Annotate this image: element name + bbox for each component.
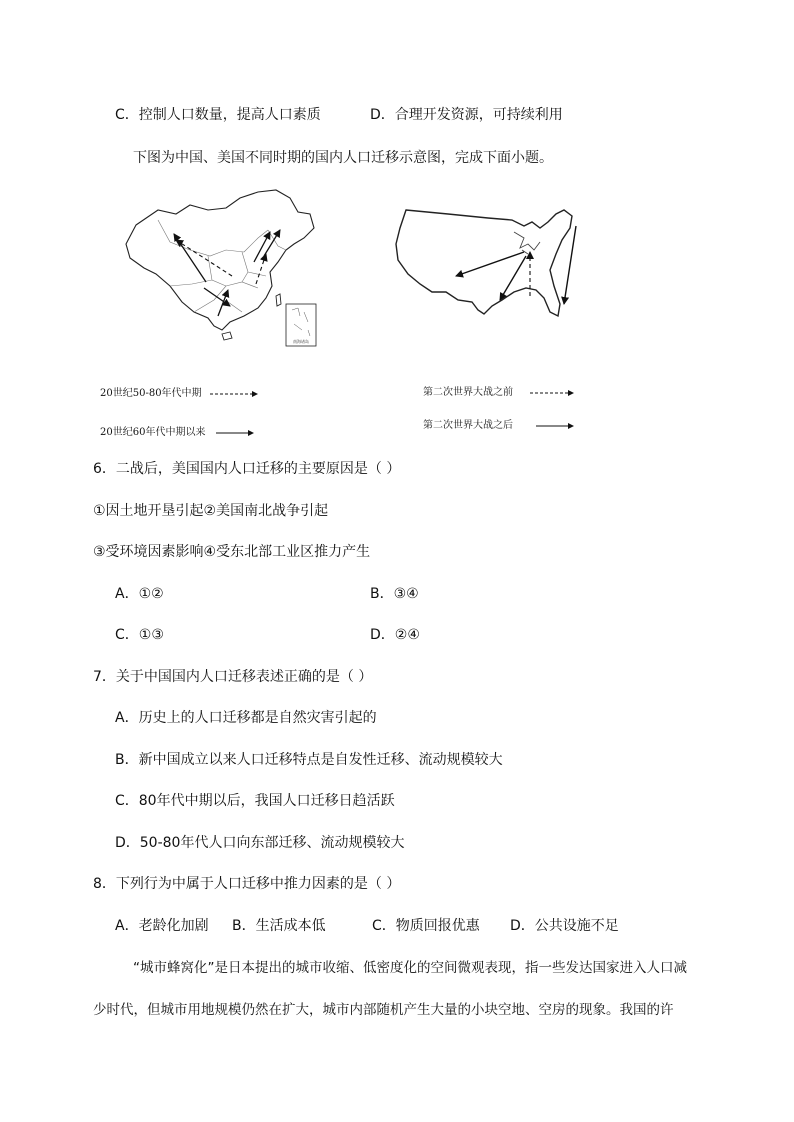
- q6-option-c: C．①③: [115, 627, 164, 643]
- usa-migration-map: [388, 208, 598, 328]
- great-lakes: [514, 232, 540, 254]
- q8-option-d: D．公共设施不足: [510, 918, 619, 934]
- q6-option-a: A．①②: [115, 586, 164, 602]
- legend-dashed-arrow: [210, 389, 260, 399]
- passage-line-1: “城市蜂窝化”是日本提出的城市收缩、低密度化的空间微观表现，指一些发达国家进入人口减: [133, 960, 687, 976]
- arrow-east-coast-south: [564, 226, 576, 304]
- inset-label: 南海诸岛: [293, 339, 309, 344]
- usa-legend-solid-arrow: [536, 421, 586, 431]
- option-d: D．合理开发资源，可持续利用: [370, 107, 563, 123]
- arrow-to-northwest-dashed: [176, 240, 232, 276]
- figure-intro: 下图为中国、美国不同时期的国内人口迁移示意图，完成下面小题。: [133, 150, 553, 166]
- china-provinces: [158, 220, 286, 312]
- taiwan-island: [276, 294, 281, 306]
- q7-option-a: A．历史上的人口迁移都是自然灾害引起的: [115, 710, 377, 726]
- arrow-to-northeast-dashed: [256, 254, 266, 284]
- q6-items-line2: ③受环境因素影响④受东北部工业区推力产生: [93, 544, 371, 560]
- q8-option-c: C．物质回报优惠: [372, 918, 480, 934]
- q8-option-b: B．生活成本低: [232, 918, 326, 934]
- q6-stem: 6．二战后，美国国内人口迁移的主要原因是（ ）: [93, 461, 401, 477]
- legend-solid-arrow: [216, 428, 266, 438]
- q6-items-line1: ①因土地开垦引起②美国南北战争引起: [93, 503, 329, 519]
- china-legend-dashed-label: 20世纪50-80年代中期: [100, 388, 202, 399]
- usa-legend-solid-label: 第二次世界大战之后: [423, 420, 513, 431]
- china-legend-solid-label: 20世纪60年代中期以来: [100, 427, 206, 438]
- arrow-east-to-west-solid: [456, 252, 524, 276]
- arrow-to-northeast-2: [264, 230, 280, 256]
- passage-line-2: 少时代，但城市用地规模仍然在扩大，城市内部随机产生大量的小块空地、空房的现象。我国的许: [93, 1002, 674, 1018]
- arrow-west-to-southeast: [204, 288, 230, 306]
- q6-option-b: B．③④: [370, 586, 419, 602]
- china-migration-map: [118, 190, 333, 350]
- hainan-island: [222, 332, 232, 340]
- q7-stem: 7．关于中国国内人口迁移表述正确的是（ ）: [93, 669, 373, 685]
- option-c: C．控制人口数量，提高人口素质: [115, 107, 321, 123]
- q7-option-d: D．50-80年代人口向东部迁移、流动规模较大: [115, 835, 405, 851]
- q7-option-c: C．80年代中期以后，我国人口迁移日趋活跃: [115, 793, 395, 809]
- south-china-sea-inset: [286, 304, 316, 346]
- q8-stem: 8．下列行为中属于人口迁移中推力因素的是（ ）: [93, 876, 401, 892]
- q6-option-d: D．②④: [370, 627, 420, 643]
- usa-legend-dashed-label: 第二次世界大战之前: [423, 387, 513, 398]
- usa-legend-dashed-arrow: [530, 388, 580, 398]
- arrow-to-northeast-1: [254, 232, 270, 262]
- usa-outline: [396, 210, 572, 316]
- q7-option-b: B．新中国成立以来人口迁移特点是自发性迁移、流动规模较大: [115, 752, 503, 768]
- q8-option-a: A．老龄化加剧: [115, 918, 209, 934]
